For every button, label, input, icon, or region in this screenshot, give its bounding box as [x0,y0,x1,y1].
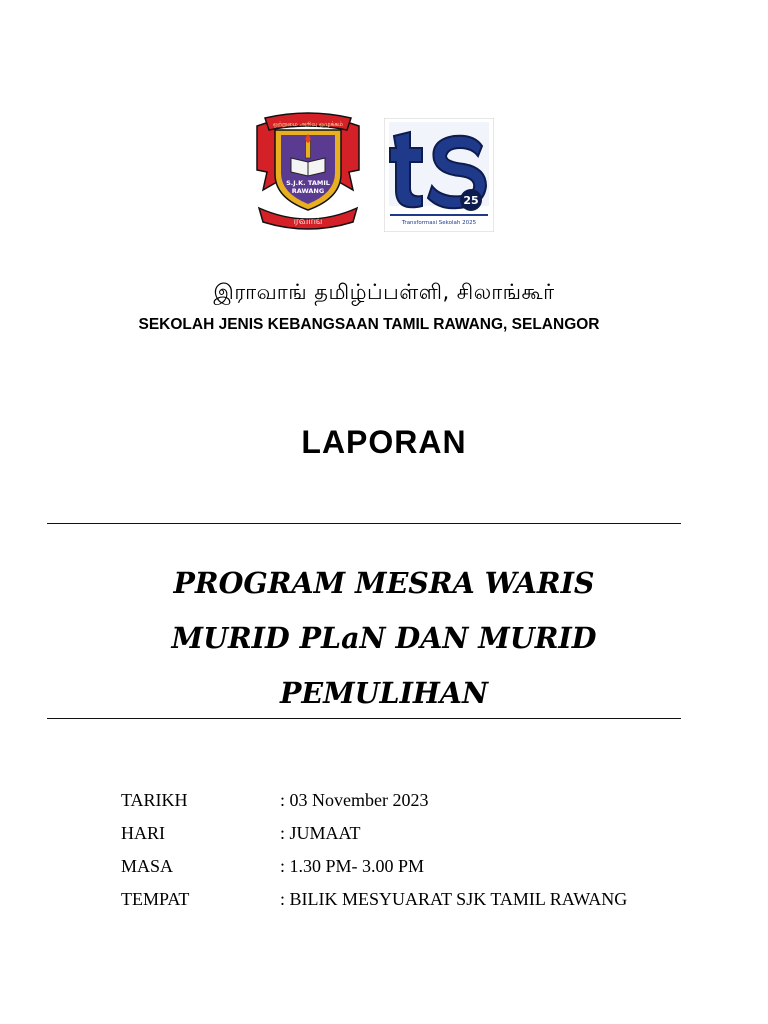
date-value: : 03 November 2023 [280,790,429,810]
ts-caption: Transformasi Sekolah 2025 [401,220,477,226]
program-title-line-1: PROGRAM MESRA WARIS [173,566,595,600]
day-value: : JUMAAT [280,823,361,843]
date-label: TARIKH [121,790,188,810]
detail-row-time [121,856,741,889]
ts25-logo [384,118,494,232]
time-value: : 1.30 PM- 3.00 PM [280,856,425,876]
report-title: LAPORAN [301,424,467,460]
time-label: MASA [121,856,174,876]
divider-top [47,523,681,524]
school-crest-logo [255,112,361,230]
program-title-line-3: PEMULIHAN [279,676,489,710]
venue-label: TEMPAT [121,889,190,909]
program-details [121,790,741,922]
detail-row-date [121,790,741,823]
crest-town-text: RAWANG [291,187,325,195]
program-title-line-2: MURID PLaN DAN MURID [171,621,597,655]
crest-bottom-text: ரவாங் [293,216,323,227]
crest-motto: ஒற்றுமை அறிவு ஒழுக்கம் [273,121,343,128]
day-label: HARI [121,823,165,843]
program-title [0,556,768,721]
crest-school-text: S.J.K. TAMIL [286,179,330,187]
venue-value: : BILIK MESYUARAT SJK TAMIL RAWANG [280,889,628,909]
school-name-tamil: இராவாங் தமிழ்ப்பள்ளி, சிலாங்கூர் [213,280,555,304]
logo-area [0,112,768,232]
detail-row-venue [121,889,741,922]
ts-number: 25 [463,194,479,207]
divider-bottom [47,718,681,719]
school-name: SEKOLAH JENIS KEBANGSAAN TAMIL RAWANG, SELANGOR [138,316,600,333]
detail-row-day [121,823,741,856]
